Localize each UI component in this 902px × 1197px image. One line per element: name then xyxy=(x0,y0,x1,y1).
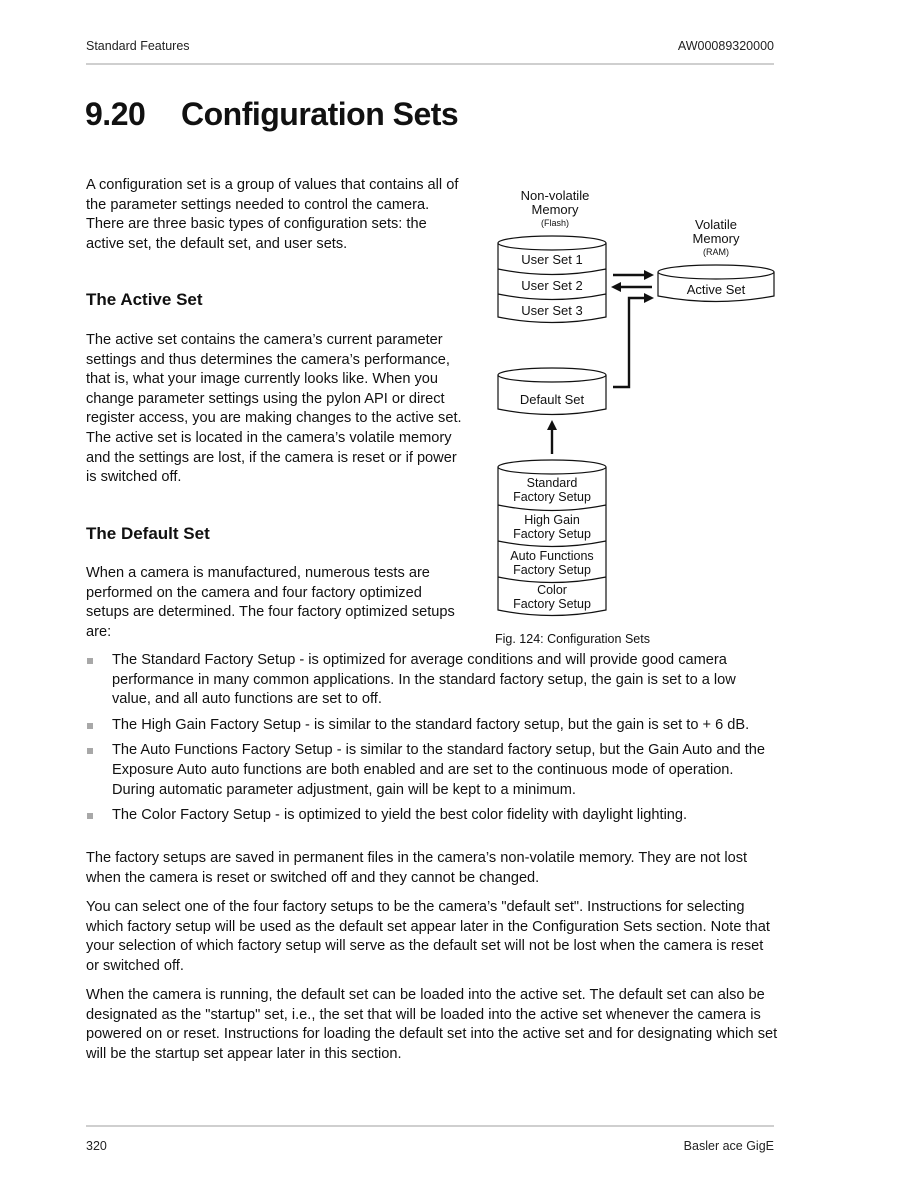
active-set-label: Active Set xyxy=(686,282,746,297)
high-gain-factory-label-2: Factory Setup xyxy=(513,527,591,541)
default-set-heading: The Default Set xyxy=(86,524,210,543)
running-header-left: Standard Features xyxy=(86,39,190,53)
arrow-factory-to-default-icon xyxy=(547,420,557,454)
startup-set-paragraph: When the camera is running, the default set can be loaded into the active set. The default set can also be designated as the "startup" set, i.e., the set that will be loaded into the active set whenever the camera is powered on or reset. Instructions for loading the default set into the active set and for designating which set will be the startup set appear later in this section. xyxy=(86,987,778,1062)
bullet-text: The Standard Factory Setup - is optimized for average conditions and will provide good camera performance in many common applications. In the standard factory setup, the gain is set to a low value, and all auto functions are set to off. xyxy=(112,652,736,708)
color-factory-label-2: Factory Setup xyxy=(513,597,591,611)
configuration-sets-diagram xyxy=(480,180,800,630)
default-set-label: Default Set xyxy=(519,392,585,407)
ram-label: (RAM) xyxy=(703,247,729,257)
footer-product-name: Basler ace GigE xyxy=(683,1139,774,1153)
active-set-heading: The Active Set xyxy=(86,290,203,309)
arrow-user-to-active-icon xyxy=(613,270,654,280)
default-set-intro-paragraph: When a camera is manufactured, numerous tests are performed on the camera and four factory optimized setups are determined. The four factory optimized setups are: xyxy=(86,565,455,640)
list-item xyxy=(86,651,762,710)
footer-rule xyxy=(86,1125,774,1127)
bullet-square-icon xyxy=(87,748,93,754)
bullet-text: The High Gain Factory Setup - is similar to the standard factory setup, but the gain is set to + 6 dB. xyxy=(112,716,750,733)
color-factory-label-1: Color xyxy=(537,583,567,597)
user-set-3-label: User Set 3 xyxy=(521,303,583,318)
section-title-text: Configuration Sets xyxy=(181,96,459,132)
nonvolatile-memory-label: Memory xyxy=(531,202,579,217)
bullet-text: The Color Factory Setup - is optimized to yield the best color fidelity with daylight lighting. xyxy=(112,807,688,824)
bullet-text: The Auto Functions Factory Setup - is similar to the standard factory setup, but the Gain Auto and the Exposure Auto auto functions are both enabled and are set to the continuous mode of operation. During automatic parameter adjustment, gain will be kept to a minimum. xyxy=(112,742,766,798)
standard-factory-label-1: Standard xyxy=(526,476,578,490)
figure-caption: Fig. 124: Configuration Sets xyxy=(495,632,650,646)
bullet-square-icon xyxy=(87,813,93,819)
nonvolatile-label: Non-volatile xyxy=(520,188,590,203)
user-set-1-label: User Set 1 xyxy=(521,252,583,267)
user-set-2-label: User Set 2 xyxy=(521,278,583,293)
auto-functions-factory-label-2: Factory Setup xyxy=(513,563,591,577)
volatile-label: Volatile xyxy=(695,217,737,232)
flash-label: (Flash) xyxy=(540,218,570,228)
list-item xyxy=(86,806,777,826)
bullet-square-icon xyxy=(87,658,93,664)
section-title xyxy=(85,96,458,133)
arrow-default-to-active-icon xyxy=(613,293,654,387)
page-number: 320 xyxy=(86,1139,107,1153)
list-item xyxy=(86,716,762,736)
section-number: 9.20 xyxy=(85,96,146,132)
header-rule xyxy=(86,63,774,65)
running-header-right: AW00089320000 xyxy=(677,39,774,53)
active-set-paragraph: The active set contains the camera’s current parameter settings and thus determines the camera’s performance, that is, what your image currently looks like. When you change parameter settings using the pylon API or direct register access, you are making changes to the active set. The active set is located in the camera’s volatile memory and the settings are lost, if the camera is reset or if power is switched off. xyxy=(86,332,462,486)
factory-storage-paragraph: The factory setups are saved in permanent files in the camera’s non-volatile memory. They are not lost when the camera is reset or switched off and they cannot be changed. xyxy=(86,850,748,886)
standard-factory-label-2: Factory Setup xyxy=(513,490,591,504)
intro-paragraph: A configuration set is a group of values that contains all of the parameter settings needed to control the camera. There are three basic types of configuration sets: the active set, the default set, and user sets. xyxy=(86,177,459,252)
bullet-square-icon xyxy=(87,723,93,729)
arrow-active-to-user-icon xyxy=(611,282,652,292)
default-selection-paragraph: You can select one of the four factory setups to be the camera’s "default set". Instructions for selecting which factory setup will be used as the default set appear later in the Configuration Sets section. Note that your selection of which factory setup will serve as the default set will not be lost when the camera is reset or switched off. xyxy=(86,899,770,974)
volatile-memory-label: Memory xyxy=(692,231,740,246)
high-gain-factory-label-1: High Gain xyxy=(524,513,580,527)
factory-setups-list xyxy=(86,651,786,832)
list-item xyxy=(86,741,777,800)
auto-functions-factory-label-1: Auto Functions xyxy=(510,549,594,563)
